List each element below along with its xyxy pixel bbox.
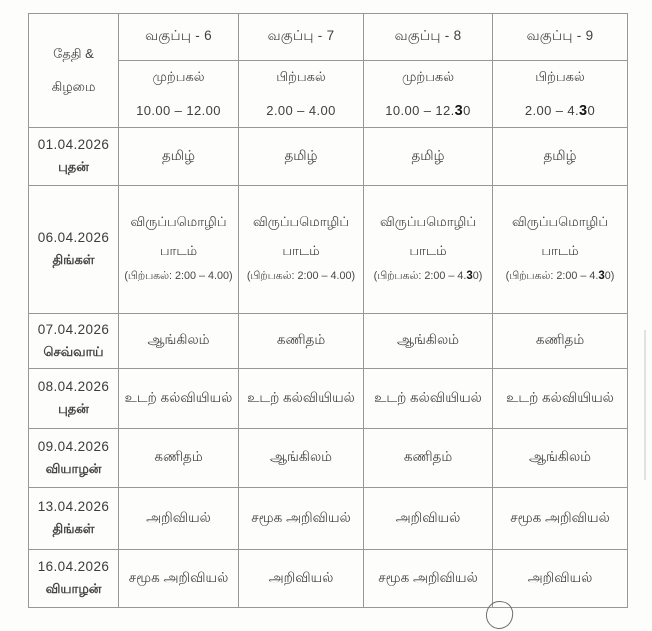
table-row xyxy=(29,429,628,488)
subject-cell: அறிவியல் xyxy=(239,550,364,608)
session-note: (பிற்பகல்: 2:00 – 4.30) xyxy=(505,269,615,282)
date-cell: 07.04.2026 செவ்வாய் xyxy=(29,314,119,369)
table-row xyxy=(29,314,628,369)
class-9-header: வகுப்பு - 9 xyxy=(493,14,628,61)
session-time: 2.00 – 4.00 xyxy=(266,103,336,118)
subject-two-line: விருப்பமொழிப் பாடம் xyxy=(130,214,227,258)
subject-cell: சமூக அறிவியல் xyxy=(239,488,364,550)
subject-cell: கணிதம் xyxy=(119,429,239,488)
subject-cell: ஆங்கிலம் xyxy=(239,429,364,488)
subject-cell xyxy=(239,186,364,314)
subject-two-line: விருப்பமொழிப் பாடம் xyxy=(252,214,350,258)
subject-cell: அறிவியல் xyxy=(364,488,493,550)
subject-cell: தமிழ் xyxy=(239,128,364,186)
date-day-label-line1: தேதி & xyxy=(53,46,94,62)
date-cell: 13.04.2026 திங்கள் xyxy=(29,488,119,550)
class-6-header: வகுப்பு - 6 xyxy=(119,14,239,61)
subject-cell xyxy=(493,186,628,314)
table-row xyxy=(29,550,628,608)
session-cell-class7 xyxy=(239,61,364,128)
subject-cell: சமூக அறிவியல் xyxy=(364,550,493,608)
subject-cell: ஆங்கிலம் xyxy=(493,429,628,488)
subject-cell: அறிவியல் xyxy=(119,488,239,550)
table-row xyxy=(29,369,628,429)
session-label: பிற்பகல் xyxy=(535,69,585,84)
session-cell-class9 xyxy=(493,61,628,128)
header-class-row xyxy=(29,14,628,61)
subject-cell: தமிழ் xyxy=(493,128,628,186)
subject-cell: கணிதம் xyxy=(239,314,364,369)
session-cell-class8 xyxy=(364,61,493,128)
subject-cell: உடற் கல்வியியல் xyxy=(119,369,239,429)
handwritten-digit: 3 xyxy=(454,103,464,119)
subject-cell: ஆங்கிலம் xyxy=(119,314,239,369)
date-day-header-cell xyxy=(29,14,119,128)
subject-cell: சமூக அறிவியல் xyxy=(493,488,628,550)
session-label: முற்பகல் xyxy=(152,69,205,84)
subject-cell xyxy=(119,186,239,314)
subject-two-line: விருப்பமொழிப் பாடம் xyxy=(379,214,477,258)
subject-cell: உடற் கல்வியியல் xyxy=(239,369,364,429)
date-cell: 08.04.2026 புதன் xyxy=(29,369,119,429)
subject-cell: தமிழ் xyxy=(364,128,493,186)
table-row xyxy=(29,488,628,550)
session-label: பிற்பகல் xyxy=(276,69,326,84)
subject-cell: அறிவியல் xyxy=(493,550,628,608)
handwritten-digit: 3 xyxy=(579,103,588,119)
subject-cell: உடற் கல்வியியல் xyxy=(364,369,493,429)
subject-cell: கணிதம் xyxy=(364,429,493,488)
subject-cell: சமூக அறிவியல் xyxy=(119,550,239,608)
exam-timetable xyxy=(28,13,628,608)
subject-cell: ஆங்கிலம் xyxy=(364,314,493,369)
date-cell: 09.04.2026 வியாழன் xyxy=(29,429,119,488)
session-note: (பிற்பகல்: 2:00 – 4.30) xyxy=(373,269,483,282)
session-label: முற்பகல் xyxy=(401,69,455,84)
date-day-label-line2: கிழமை xyxy=(51,78,96,94)
session-cell-class6 xyxy=(119,61,239,128)
handwritten-digit: 3 xyxy=(598,269,605,282)
table-row xyxy=(29,128,628,186)
subject-two-line: விருப்பமொழிப் பாடம் xyxy=(511,214,609,258)
table-row xyxy=(29,186,628,314)
date-cell: 06.04.2026 திங்கள் xyxy=(29,186,119,314)
subject-cell: கணிதம் xyxy=(493,314,628,369)
subject-cell: உடற் கல்வியியல் xyxy=(493,369,628,429)
date-cell: 16.04.2026 வியாழன் xyxy=(29,550,119,608)
session-note: (பிற்பகல்: 2:00 – 4.00) xyxy=(124,269,233,282)
scan-artifact xyxy=(644,330,646,480)
subject-cell xyxy=(364,186,493,314)
session-note: (பிற்பகல்: 2:00 – 4.00) xyxy=(246,269,356,282)
session-time: 10.00 – 12.00 xyxy=(136,103,221,118)
class-7-header: வகுப்பு - 7 xyxy=(239,14,364,61)
date-cell: 01.04.2026 புதன் xyxy=(29,128,119,186)
header-session-row xyxy=(29,61,628,128)
class-8-header: வகுப்பு - 8 xyxy=(364,14,493,61)
subject-cell: தமிழ் xyxy=(119,128,239,186)
session-time: 2.00 – 4.30 xyxy=(524,103,596,119)
session-time: 10.00 – 12.30 xyxy=(385,103,471,119)
handwritten-digit: 3 xyxy=(466,269,473,282)
